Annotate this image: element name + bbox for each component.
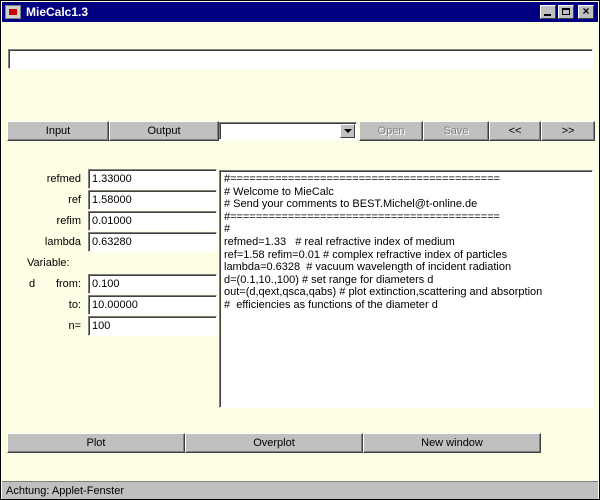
from-field[interactable] <box>88 274 217 294</box>
n-field[interactable] <box>88 316 217 336</box>
to-field[interactable] <box>88 295 217 315</box>
n-label: n= <box>68 320 81 332</box>
new-window-button[interactable]: New window <box>363 433 541 453</box>
refmed-field[interactable] <box>88 169 217 189</box>
window-title: MieCalc1.3 <box>26 5 89 19</box>
next-button[interactable]: >> <box>541 121 595 141</box>
minimize-icon <box>544 14 551 16</box>
title-bar <box>2 2 598 22</box>
refmed-label: refmed <box>46 173 81 185</box>
open-button[interactable]: Open <box>359 121 423 141</box>
input-tab-button[interactable]: Input <box>7 121 109 141</box>
minimize-button[interactable] <box>540 5 556 19</box>
lambda-field[interactable] <box>88 232 217 252</box>
to-label: to: <box>68 299 81 311</box>
refim-field[interactable] <box>88 211 217 231</box>
status-bar <box>2 481 598 499</box>
previous-button[interactable]: << <box>489 121 541 141</box>
from-label: from: <box>55 278 81 290</box>
script-textarea[interactable]: #========================================== # Welcome to MieCalc # Send your comments to BEST.Michel@t-online.de #========================================== # refmed=1.33 # real refractive index of medium ref=1.58 refim=0.01 # complex refractive index of particles lambda=0.6328 # vacuum wavelength of incident radiation d=(0.1,10.,100) # set range for diameters d out=(d,qext,qsca,qabs) # plot extinction,scattering and absorption # efficiencies as functions of the diameter d <box>219 170 593 408</box>
close-icon: × <box>582 4 590 18</box>
output-tab-button[interactable]: Output <box>109 121 219 141</box>
maximize-button[interactable] <box>558 5 574 19</box>
status-text: Achtung: Applet-Fenster <box>6 484 125 497</box>
chevron-down-icon[interactable] <box>340 124 355 138</box>
save-button[interactable]: Save <box>423 121 489 141</box>
maximize-icon <box>562 8 570 15</box>
file-select[interactable] <box>219 122 357 140</box>
command-input[interactable] <box>8 49 593 69</box>
close-button[interactable] <box>578 5 594 19</box>
variable-label: Variable: <box>27 257 70 269</box>
ref-field[interactable] <box>88 190 217 210</box>
plot-button[interactable]: Plot <box>7 433 185 453</box>
ref-label: ref <box>68 194 81 206</box>
variable-name: d <box>29 278 36 290</box>
refim-label: refim <box>56 215 81 227</box>
java-cup-icon <box>5 5 21 19</box>
overplot-button[interactable]: Overplot <box>185 433 363 453</box>
lambda-label: lambda <box>44 236 81 248</box>
